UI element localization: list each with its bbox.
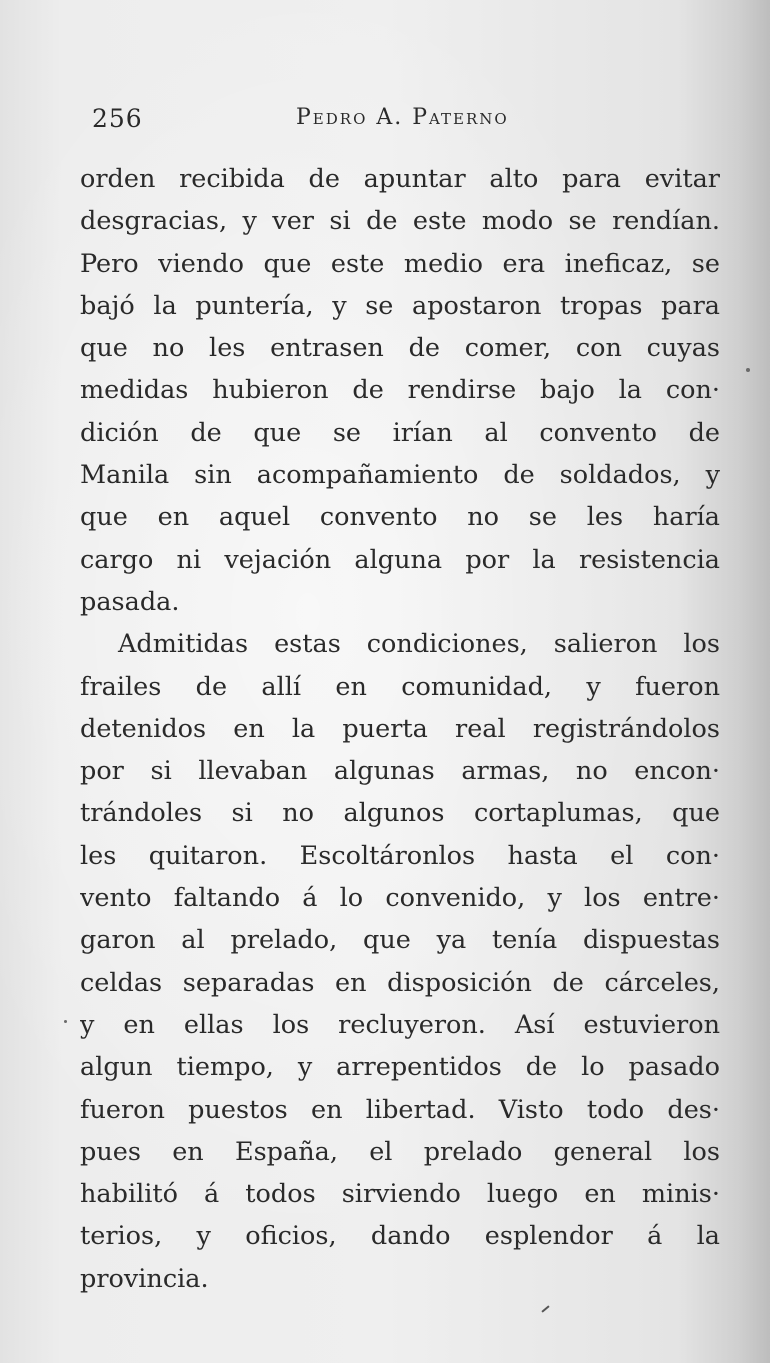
text-line: cargo ni vejación alguna por la resistencia [80, 544, 720, 575]
text-line: medidas hubieron de rendirse bajo la con· [80, 375, 720, 406]
text-line: Admitidas estas condiciones, salieron los [118, 629, 720, 660]
text-line: algun tiempo, y arrepentidos de lo pasado [80, 1052, 720, 1083]
text-line: detenidos en la puerta real registrándolos [80, 713, 720, 744]
text-line: bajó la puntería, y se apostaron tropas para [80, 290, 720, 321]
page-header [0, 104, 770, 144]
text-line: pues en España, el prelado general los [80, 1136, 720, 1167]
text-line: por si llevaban algunas armas, no encon· [80, 756, 720, 787]
text-line: pasada. [80, 586, 180, 617]
text-line: provincia. [80, 1263, 209, 1294]
text-line: fueron puestos en libertad. Visto todo des· [80, 1094, 720, 1125]
text-line: que en aquel convento no se les haría [80, 502, 720, 533]
text-line: Pero viendo que este medio era ineficaz, se [80, 248, 720, 279]
text-line: celdas separadas en disposición de cárceles, [80, 967, 720, 998]
text-line: y en ellas los recluyeron. Así estuvieron [80, 1009, 720, 1040]
body-text [80, 158, 720, 1300]
text-line: trándoles si no algunos cortaplumas, que [80, 798, 720, 829]
paragraph-1 [80, 158, 720, 623]
text-line: habilitó á todos sirviendo luego en minis· [80, 1179, 720, 1210]
text-line: orden recibida de apuntar alto para evitar [80, 164, 720, 194]
text-line: Manila sin acompañamiento de soldados, y [80, 460, 720, 491]
text-line: frailes de allí en comunidad, y fueron [80, 671, 720, 702]
text-line: vento faltando á lo convenido, y los entre· [80, 883, 720, 914]
running-head: Pedro A. Paterno [296, 105, 509, 130]
text-line: que no les entrasen de comer, con cuyas [80, 333, 720, 364]
text-line: garon al prelado, que ya tenía dispuestas [80, 925, 720, 956]
page-number: 256 [92, 104, 143, 133]
print-mark [541, 1305, 549, 1312]
print-speck [64, 1020, 67, 1023]
text-line: dición de que se irían al convento de [80, 417, 720, 448]
paragraph-2 [80, 623, 720, 1300]
text-line: desgracias, y ver si de este modo se rendían. [80, 206, 720, 237]
print-speck [746, 368, 750, 372]
text-line: terios, y oficios, dando esplendor á la [80, 1221, 720, 1252]
text-line: les quitaron. Escoltáronlos hasta el con· [80, 840, 720, 871]
